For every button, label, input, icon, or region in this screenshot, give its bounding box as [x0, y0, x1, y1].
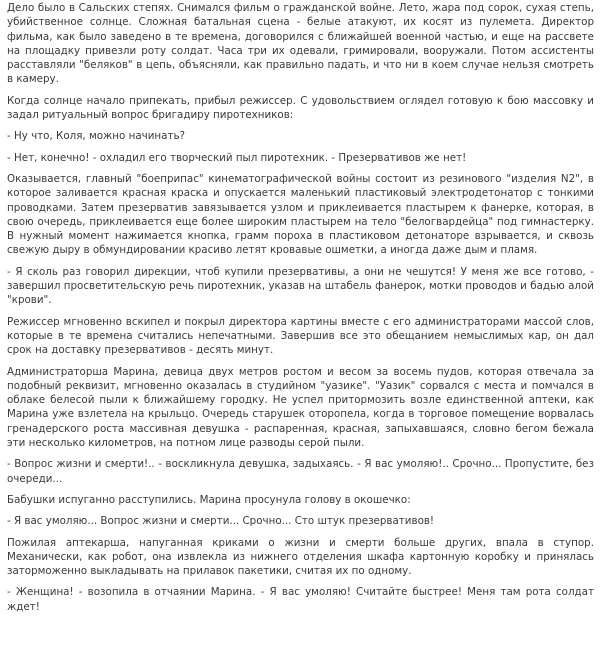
- paragraph-final: - Женщина! - возопила в отчаянии Марина. - Я вас умоляю! Считайте быстрее! Меня там рота солдат ждет!: [7, 586, 594, 613]
- paragraph-pharmacist: Пожилая аптекарша, напуганная криками о жизни и смерти больше других, впала в ступор. Механически, как робот, она извлекла из нижнего отделения шкафа картонную коробку и принялась заторможенно выкладывать на прилавок пакетики, считая их по одному.: [7, 536, 594, 578]
- paragraph-director-angry: Режиссер мгновенно вскипел и покрыл директора картины вместе с его администраторами массой слов, которые в те времена считались непечатными. Завершив все это обещанием немыслимых кар, он дал срок на доставку презервативов - десять минут.: [7, 315, 594, 357]
- paragraph-pyrotechnician: - Я сколь раз говорил дирекции, чтоб купили презервативы, а они не чешутся! У меня же все готово, - завершил просветительскую речь пиротехник, указав на штабель фанерок, мотки проводов и бадью алой "крови".: [7, 265, 594, 307]
- paragraph-marina: Администраторша Марина, девица двух метров ростом и весом за восемь пудов, которая отвечала за подобный реквизит, мгновенно оказалась в студийном "уазике". "Уазик" сорвался с места и помчался в облаке белесой пыли к ближайшему городку. Не успел притормозить возле единственной аптеки, как Марина уже взлетела на крыльцо. Очередь старушек оторопела, когда в торговое помещение ворвалась гренадерского роста массивная девушка - распаренная, красная, запыхавшаяся, словно бегом бежала эти несколько километров, на потном лице разводы серой пыли.: [7, 365, 594, 450]
- paragraph-intro: Дело было в Сальских степях. Снимался фильм о гражданской войне. Лето, жара под сорок, сухая степь, убийственное солнце. Сложная батальная сцена - белые атакуют, их косят из пулемета. Директор фильма, как было заведено в те времена, договорился с ближайшей военной частью, и еще на рассвете на площадку привезли роту солдат. Часа три их одевали, гримировали, вооружали. Потом ассистенты расставляли "беляков" в цепь, объясняли, как правильно падать, и что ни в коем случае нельзя смотреть в камеру.: [7, 2, 594, 86]
- paragraph-marina-order: - Я вас умоляю... Вопрос жизни и смерти... Срочно... Сто штук презервативов!: [7, 515, 435, 528]
- paragraph-explanation: Оказывается, главный "боеприпас" кинематографической войны состоит из резинового "изделия N2", в которое заливается красная краска и опускается маленький пластиковый электродетонатор с тонкими проводками. Затем презерватив завязывается узлом и приклеивается пластырем к фанерке, которая, в свою очередь, приклеивается еще более широким пластырем на тело "белогвардейца" под гимнастерку. В нужный момент нажимается кнопка, грамм пороха в пластиковом детонаторе взрывается, и сквозь свежую дыру в обмундировании красиво летят кровавые ошметки, а иногда даже дым и пламя.: [7, 172, 594, 257]
- paragraph-director-arrives: Когда солнце начало припекать, прибыл режиссер. С удовольствием оглядел готовую к бою массовку и задал ритуальный вопрос бригадиру пиротехников:: [7, 94, 594, 122]
- paragraph-grannies: Бабушки испуганно расступились. Марина просунула голову в окошечко:: [7, 493, 411, 506]
- paragraph-dialogue-answer: - Нет, конечно! - охладил его творческий пыл пиротехник. - Презервативов же нет!: [7, 151, 467, 164]
- paragraph-marina-plea: - Вопрос жизни и смерти!.. - воскликнула девушка, задыхаясь. - Я вас умоляю!.. Срочно... Пропустите, без очереди...: [7, 458, 594, 485]
- paragraph-dialogue-question: - Ну что, Коля, можно начинать?: [7, 130, 185, 143]
